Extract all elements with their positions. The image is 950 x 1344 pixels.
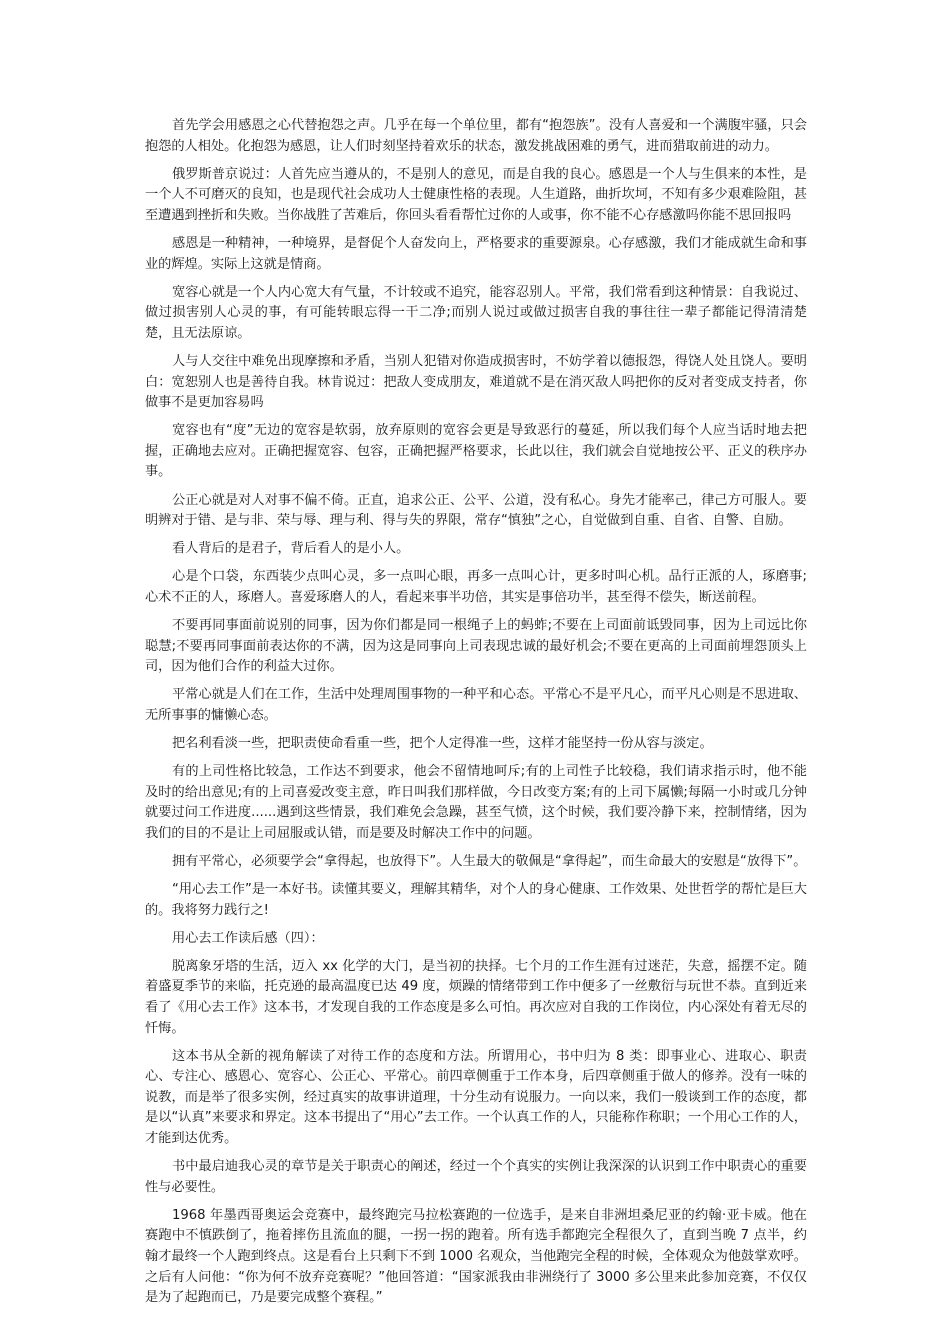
paragraph-ivory-tower: 脱离象牙塔的生活，迈入 xx 化学的大门，是当初的抉择。七个月的工作生涯有过迷茫，失意，摇摆不定。随着盛夏季节的来临，托克逊的最高温度已达 49 度，烦躁的情绪带到工作中便多了一丝敷衍与玩世不恭。直到近来看了《用心去工作》这本书，才发现自我的工作态度是多么可怕。再次应对自我的工作岗位，内心深处有着无尽的忏悔。 [145,958,807,1036]
paragraph-responsibility: 书中最启迪我心灵的章节是关于职责心的阐述，经过一个个真实的实例让我深深的认识到工作中职责心的重要性与必要性。 [145,1159,807,1195]
paragraph-putin-quote: 俄罗斯普京说过：人首先应当遵从的，不是别人的意见，而是自我的良心。感恩是一个人与生俱来的本性，是一个人不可磨灭的良知，也是现代社会成功人士健康性格的表现。人生道路，曲折坎坷，不知有多少艰难险阻，甚至遭遇到挫折和失败。当你战胜了苦难后，你回头看看帮忙过你的人或事，你不能不心存感激吗你能不思回报吗 [145,166,807,223]
paragraph-gratitude-spirit: 感恩是一种精神，一种境界，是督促个人奋发向上，严格要求的重要源泉。心存感激，我们才能成就生命和事业的辉煌。实际上这就是情商。 [145,235,807,272]
paragraph-calm-mind: 平常心就是人们在工作，生活中处理周围事物的一种平和心态。平常心不是平凡心，而平凡心则是不思进取、无所事事的慵懒心态。 [145,687,807,723]
paragraph-pick-up-let-go: 拥有平常心，必须要学会“拿得起，也放得下”。人生最大的敬佩是“拿得起”，而生命最大的安慰是“放得下”。 [172,853,807,869]
paragraph-fame-profit: 把名利看淡一些，把职责使命看重一些，把个人定得准一些，这样才能坚持一份从容与淡定。 [172,735,713,751]
paragraph-bosses: 有的上司性格比较急，工作达不到要求，他会不留情地呵斥;有的上司性子比较稳，我们请求指示时，他不能及时的给出意见;有的上司喜爱改变主意，昨日叫我们那样做，今日改变方案;有的上司下属懒;每隔一小时或几分钟就要过问工作进度......遇到这些情景，我们难免会急躁，甚至气愤，这个时候，我们要冷静下来，控制情绪，因为我们的目的不是让上司屈服或认错，而是要及时解决工作中的问题。 [145,764,807,841]
paragraph-marathon-story: 1968 年墨西哥奥运会竞赛中，最终跑完马拉松赛跑的一位选手，是来自非洲坦桑尼亚的约翰·亚卡威。他在赛跑中不慎跌倒了，拖着摔伤且流血的腿，一拐一拐的跑着。所有选手都跑完全程很久了，直到当晚 7 点半，约翰才最终一个人跑到终点。这是看台上只剩下不到 1000 名观众，当他跑完全程的时候，全体观众为他鼓掌欢呼。之后有人问他：“你为何不放弃竞赛呢？”他回答道：“国家派我由非洲绕行了 3000 多公里来此参加竞赛，不仅仅是为了起跑而已，乃是要完成整个赛程。” [145,1207,807,1306]
paragraph-gratitude-intro: 首先学会用感恩之心代替抱怨之声。几乎在每一个单位里，都有“抱怨族”。没有人喜爱和一个满腹牢骚，只会抱怨的人相处。化抱怨为感恩，让人们时刻坚持着欢乐的状态，激发挑战困难的勇气，进而猎取前进的动力。 [145,118,807,154]
paragraph-heart-pocket: 心是个口袋，东西装少点叫心灵，多一点叫心眼，再多一点叫心计，更多时叫心机。品行正派的人，琢磨事;心术不正的人，琢磨人。喜爱琢磨人的人，看起来事半功倍，其实是事倍功半，甚至得不偿失，断送前程。 [145,569,807,605]
document-body [145,116,807,1316]
section-heading-review-four: 用心去工作读后感（四）： [172,930,324,946]
paragraph-forgiveness: 人与人交往中难免出现摩擦和矛盾，当别人犯错对你造成损害时，不妨学着以德报怨，得饶人处且饶人。要明白：宽恕别人也是善待自我。林肯说过：把敌人变成朋友，难道就不是在消灭敌人吗把你的反对者变成支持者，你做事不是更加容易吗 [145,353,807,411]
paragraph-eight-categories: 这本书从全新的视角解读了对待工作的态度和方法。所谓用心，书中归为 8 类：即事业心、进取心、职责心、专注心、感恩心、宽容心、公正心、平常心。前四章侧重于工作本身，后四章侧重于做人的修养。没有一味的说教，而是举了很多实例，经过真实的故事讲道理，十分生动有说服力。一向以来，我们一般谈到工作的态度，都是以“认真”来要求和界定。这本书提出了“用心”去工作。一个认真工作的人，只能称作称职；一个用心工作的人，才能到达优秀。 [145,1048,807,1147]
paragraph-colleagues: 不要再同事面前说别的同事，因为你们都是同一根绳子上的蚂蚱;不要在上司面前诋毁同事，因为上司远比你聪慧;不要再同事面前表达你的不满，因为这是同事向上司表现忠诚的最好机会;不要在更高的上司面前埋怨顶头上司，因为他们合作的利益大过你。 [145,617,807,675]
paragraph-good-book: “用心去工作”是一本好书。读懂其要义，理解其精华，对个人的身心健康、工作效果、处世哲学的帮忙是巨大的。我将努力践行之! [145,882,807,918]
paragraph-gentleman: 看人背后的是君子，背后看人的是小人。 [172,541,410,557]
paragraph-fairness: 公正心就是对人对事不偏不倚。正直，追求公正、公平、公道，没有私心。身先才能率己，律己方可服人。要明辨对于错、是与非、荣与辱、理与利、得与失的界限，常存“慎独”之心，自觉做到自重、自省、自警、自励。 [145,492,807,529]
paragraph-tolerance: 宽容心就是一个人内心宽大有气量，不计较或不追究，能容忍别人。平常，我们常看到这种情景：自我说过、做过损害别人心灵的事，有可能转眼忘得一干二净;而别人说过或做过损害自我的事往往一辈子都能记得清清楚楚，且无法原谅。 [145,284,807,341]
paragraph-tolerance-degree: 宽容也有“度”无边的宽容是软弱，放弃原则的宽容会更是导致恶行的蔓延，所以我们每个人应当话时地去把握，正确地去应对。正确把握宽容、包容，正确把握严格要求，长此以往，我们就会自觉地按公平、正义的秩序办事。 [145,423,807,480]
